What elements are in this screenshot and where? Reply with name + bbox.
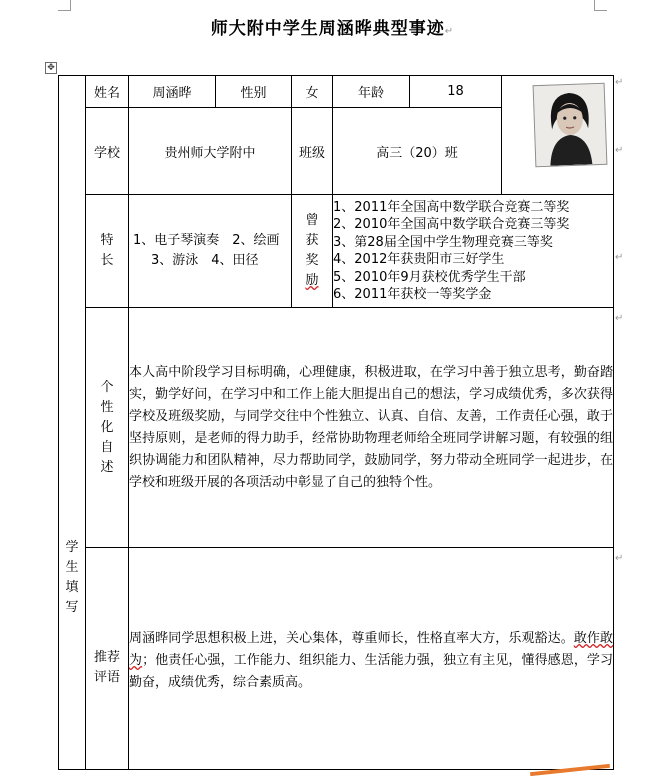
name-value[interactable]: 周涵晔 <box>129 76 216 108</box>
school-label: 学校 <box>86 108 129 195</box>
side-char: 填 <box>65 579 79 595</box>
table-row <box>59 76 614 108</box>
self-desc-char: 述 <box>100 459 114 475</box>
side-char: 生 <box>65 559 79 575</box>
row-end-mark: ↵ <box>615 145 624 156</box>
talent-label <box>86 195 129 308</box>
talent-line: 1、电子琴演奏 2、绘画 <box>133 233 280 248</box>
recommendation-label <box>86 548 129 770</box>
self-desc-char: 自 <box>100 439 114 455</box>
class-value[interactable]: 高三（20）班 <box>333 108 502 195</box>
recommendation-text[interactable] <box>129 548 614 770</box>
row-end-mark: ↵ <box>615 553 624 564</box>
self-desc-char: 性 <box>100 399 114 415</box>
table-row <box>59 308 614 548</box>
document-title <box>0 14 665 39</box>
student-photo <box>533 83 608 167</box>
award-char: 奖 <box>305 253 319 268</box>
awards-list[interactable] <box>333 195 614 308</box>
recommendation-label-line: 推荐 <box>93 650 120 665</box>
talent-line: 3、游泳 4、田径 <box>151 253 259 268</box>
talent-char: 特 <box>100 233 114 248</box>
award-char: 励 <box>305 273 319 288</box>
recommendation-underlined: 敢作敢为 <box>129 631 613 668</box>
self-desc-char: 化 <box>100 419 114 435</box>
self-description-text[interactable]: 本人高中阶段学习目标明确，心理健康，积极进取，在学习中善于独立思考，勤奋踏实，勤学好问，在学习中和工作上能大胆提出自己的想法，学习成绩优秀，多次获得学校及班级奖励，与同学交往中个性独立、认真、自信、友善，工作责任心强，敢于坚持原则，是老师的得力助手，经常协助物理老师给全班同学讲解习题，有较强的组织协调能力和团队精神，尽力帮助同学，鼓励同学，努力带动全班同学一起进步，在学校和班级开展的各项活动中彰显了自己的独特个性。 <box>129 308 614 548</box>
margin-corner-top-left <box>58 0 71 11</box>
list-item: 5、2010年9月获校优秀学生干部 <box>333 269 526 285</box>
name-label: 姓名 <box>86 76 129 108</box>
recommendation-part: ；他责任心强，工作能力、组织能力、生活能力强，独立有主见，懂得感恩，学习勤奋，成绩优秀，综合素质高。 <box>129 653 613 690</box>
title-text: 师大附中学生周涵晔典型事迹 <box>210 19 445 39</box>
row-end-mark: ↵ <box>615 252 624 263</box>
talent-char: 长 <box>100 253 114 268</box>
gender-label: 性别 <box>216 76 292 108</box>
table-row <box>59 548 614 770</box>
age-label: 年龄 <box>333 76 410 108</box>
self-desc-char: 个 <box>100 379 114 395</box>
row-end-mark: ↵ <box>615 313 624 324</box>
self-description-label <box>86 308 129 548</box>
side-char: 写 <box>65 599 79 615</box>
row-end-mark: ↵ <box>615 77 624 88</box>
gender-value[interactable]: 女 <box>292 76 333 108</box>
margin-corner-top-right <box>594 0 607 11</box>
list-item: 1、2011年全国高中数学联合竞赛二等奖 <box>333 199 570 215</box>
school-value[interactable]: 贵州师大学附中 <box>129 108 292 195</box>
talent-value[interactable] <box>129 195 292 308</box>
list-item: 2、2010年全国高中数学联合竞赛三等奖 <box>333 217 570 232</box>
award-char: 获 <box>305 233 319 248</box>
age-value[interactable]: 18 <box>410 76 502 108</box>
recommendation-label-line: 评语 <box>93 670 120 685</box>
photo-cell <box>502 76 614 195</box>
award-label <box>292 195 333 308</box>
award-char: 曾 <box>305 213 319 228</box>
portrait-icon <box>534 84 607 166</box>
paragraph-mark: ↵ <box>444 26 455 37</box>
student-info-table <box>58 75 614 770</box>
table-row <box>59 195 614 308</box>
recommendation-part: 周涵晔同学思想积极上进，关心集体，尊重师长，性格直率大方，乐观豁达。 <box>129 631 574 646</box>
side-char: 学 <box>65 539 79 555</box>
class-label: 班级 <box>292 108 333 195</box>
list-item: 3、第28届全国中学生物理竞赛三等奖 <box>333 234 553 250</box>
table-move-handle-icon[interactable]: ✥ <box>45 62 57 74</box>
list-item: 6、2011年获校一等奖学金 <box>333 287 492 302</box>
list-item: 4、2012年获贵阳市三好学生 <box>333 252 505 267</box>
side-label-cell <box>59 76 86 770</box>
